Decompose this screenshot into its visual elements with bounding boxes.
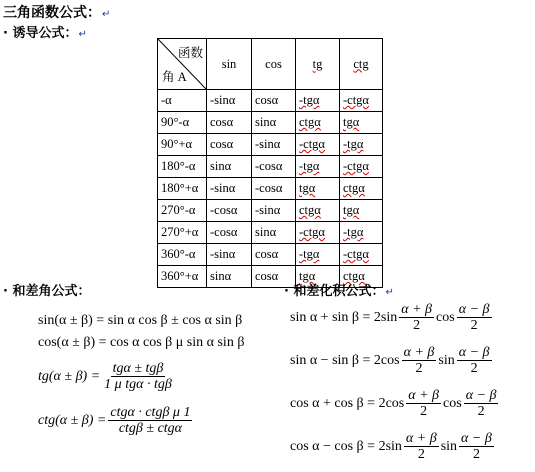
header-cos: cos (252, 39, 296, 90)
cell-tg: tgα (296, 178, 340, 200)
table-row (158, 112, 383, 134)
cell-cos: -cosα (252, 156, 296, 178)
cell-angle: 90°-α (158, 112, 207, 134)
cell-tg: ctgα (296, 112, 340, 134)
cell-cos: -cosα (252, 178, 296, 200)
formula-cos-minus-cos: cos α − cos β = 2sin $\frac{\alpha + \beta}{2}$ sin $\frac{\alpha - \beta}{2}$ (290, 431, 492, 462)
cell-cos: sinα (252, 222, 296, 244)
cell-cos: cosα (252, 90, 296, 112)
cell-sin: -sinα (207, 244, 252, 266)
header-tg: tg (296, 39, 340, 90)
cell-angle: 360°-α (158, 244, 207, 266)
cell-ctg: tgα (340, 112, 383, 134)
cell-angle: 90°+α (158, 134, 207, 156)
cell-tg: -tgα (296, 244, 340, 266)
cell-sin: -sinα (207, 90, 252, 112)
table-header-row (158, 39, 383, 90)
corner-label-function: 函数 (177, 46, 203, 60)
cell-cos: -sinα (252, 134, 296, 156)
table-row (158, 90, 383, 112)
cell-sin: -sinα (207, 178, 252, 200)
cell-sin: cosα (207, 112, 252, 134)
cell-ctg: -ctgα (340, 244, 383, 266)
cell-tg: tgα (296, 266, 340, 288)
table-row (158, 134, 383, 156)
cell-angle: -α (158, 90, 207, 112)
table-row (158, 156, 383, 178)
paragraph-mark-icon: ↵ (78, 29, 87, 40)
cell-cos: cosα (252, 266, 296, 288)
formula-ctg-sum: ctg(α ± β) = $\frac{\text{ctgα · ctgβ μ 1}}{\text{ctgβ ± ctgα}}$ (38, 405, 191, 436)
induction-heading: · 诱导公式：↵ (3, 26, 87, 41)
table-row (158, 222, 383, 244)
header-ctg: ctg (340, 39, 383, 90)
cell-sin: -cosα (207, 200, 252, 222)
induction-formula-table (157, 38, 383, 288)
formula-sin-minus-sin: sin α − sin β = 2cos $\frac{\alpha + \beta}{2}$ sin $\frac{\alpha - \beta}{2}$ (290, 345, 490, 376)
paragraph-mark-icon: ↵ (102, 9, 111, 20)
cell-ctg: ctgα (340, 178, 383, 200)
formula-sin-plus-sin: sin α + sin β = 2sin $\frac{\alpha + \beta}{2}$ cos $\frac{\alpha - \beta}{2}$ (290, 302, 490, 333)
cell-sin: sinα (207, 156, 252, 178)
table-row (158, 244, 383, 266)
cell-ctg: -tgα (340, 134, 383, 156)
table-body (158, 90, 383, 288)
cell-tg: ctgα (296, 200, 340, 222)
cell-tg: -tgα (296, 90, 340, 112)
cell-tg: -ctgα (296, 222, 340, 244)
cell-ctg: -ctgα (340, 156, 383, 178)
formula-cos-plus-cos: cos α + cos β = 2cos $\frac{\alpha + \beta}{2}$ cos $\frac{\alpha - \beta}{2}$ (290, 388, 497, 419)
sum-to-product-heading: · 和差化积公式：↵ (284, 284, 394, 299)
cell-angle: 270°-α (158, 200, 207, 222)
paragraph-mark-icon: ↵ (385, 287, 394, 298)
cell-ctg: tgα (340, 200, 383, 222)
cell-angle: 180°-α (158, 156, 207, 178)
cell-sin: cosα (207, 134, 252, 156)
table-row (158, 200, 383, 222)
cell-ctg: ctgα (340, 266, 383, 288)
cell-angle: 270°+α (158, 222, 207, 244)
header-sin: sin (207, 39, 252, 90)
cell-ctg: -ctgα (340, 90, 383, 112)
cell-cos: cosα (252, 244, 296, 266)
cell-sin: -cosα (207, 222, 252, 244)
cell-tg: -tgα (296, 156, 340, 178)
cell-angle: 180°+α (158, 178, 207, 200)
cell-tg: -ctgα (296, 134, 340, 156)
corner-label-angle: 角 A (162, 70, 187, 84)
main-heading: 三角函数公式：↵ (3, 5, 111, 21)
cell-angle: 360°+α (158, 266, 207, 288)
formula-cos-sum: cos(α ± β) = cos α cos β μ sin α sin β (38, 335, 245, 350)
cell-cos: -sinα (252, 200, 296, 222)
cell-cos: sinα (252, 112, 296, 134)
formula-sin-sum: sin(α ± β) = sin α cos β ± cos α sin β (38, 313, 243, 328)
formula-tg-sum: tg(α ± β) = $\frac{\text{tgα ± tgβ}}{\text{1 μ tgα · tgβ}}$ (38, 361, 172, 392)
cell-sin: sinα (207, 266, 252, 288)
sum-diff-heading: · 和差角公式： (3, 284, 91, 299)
table-corner-cell (158, 39, 207, 90)
table-row (158, 178, 383, 200)
cell-ctg: -tgα (340, 222, 383, 244)
